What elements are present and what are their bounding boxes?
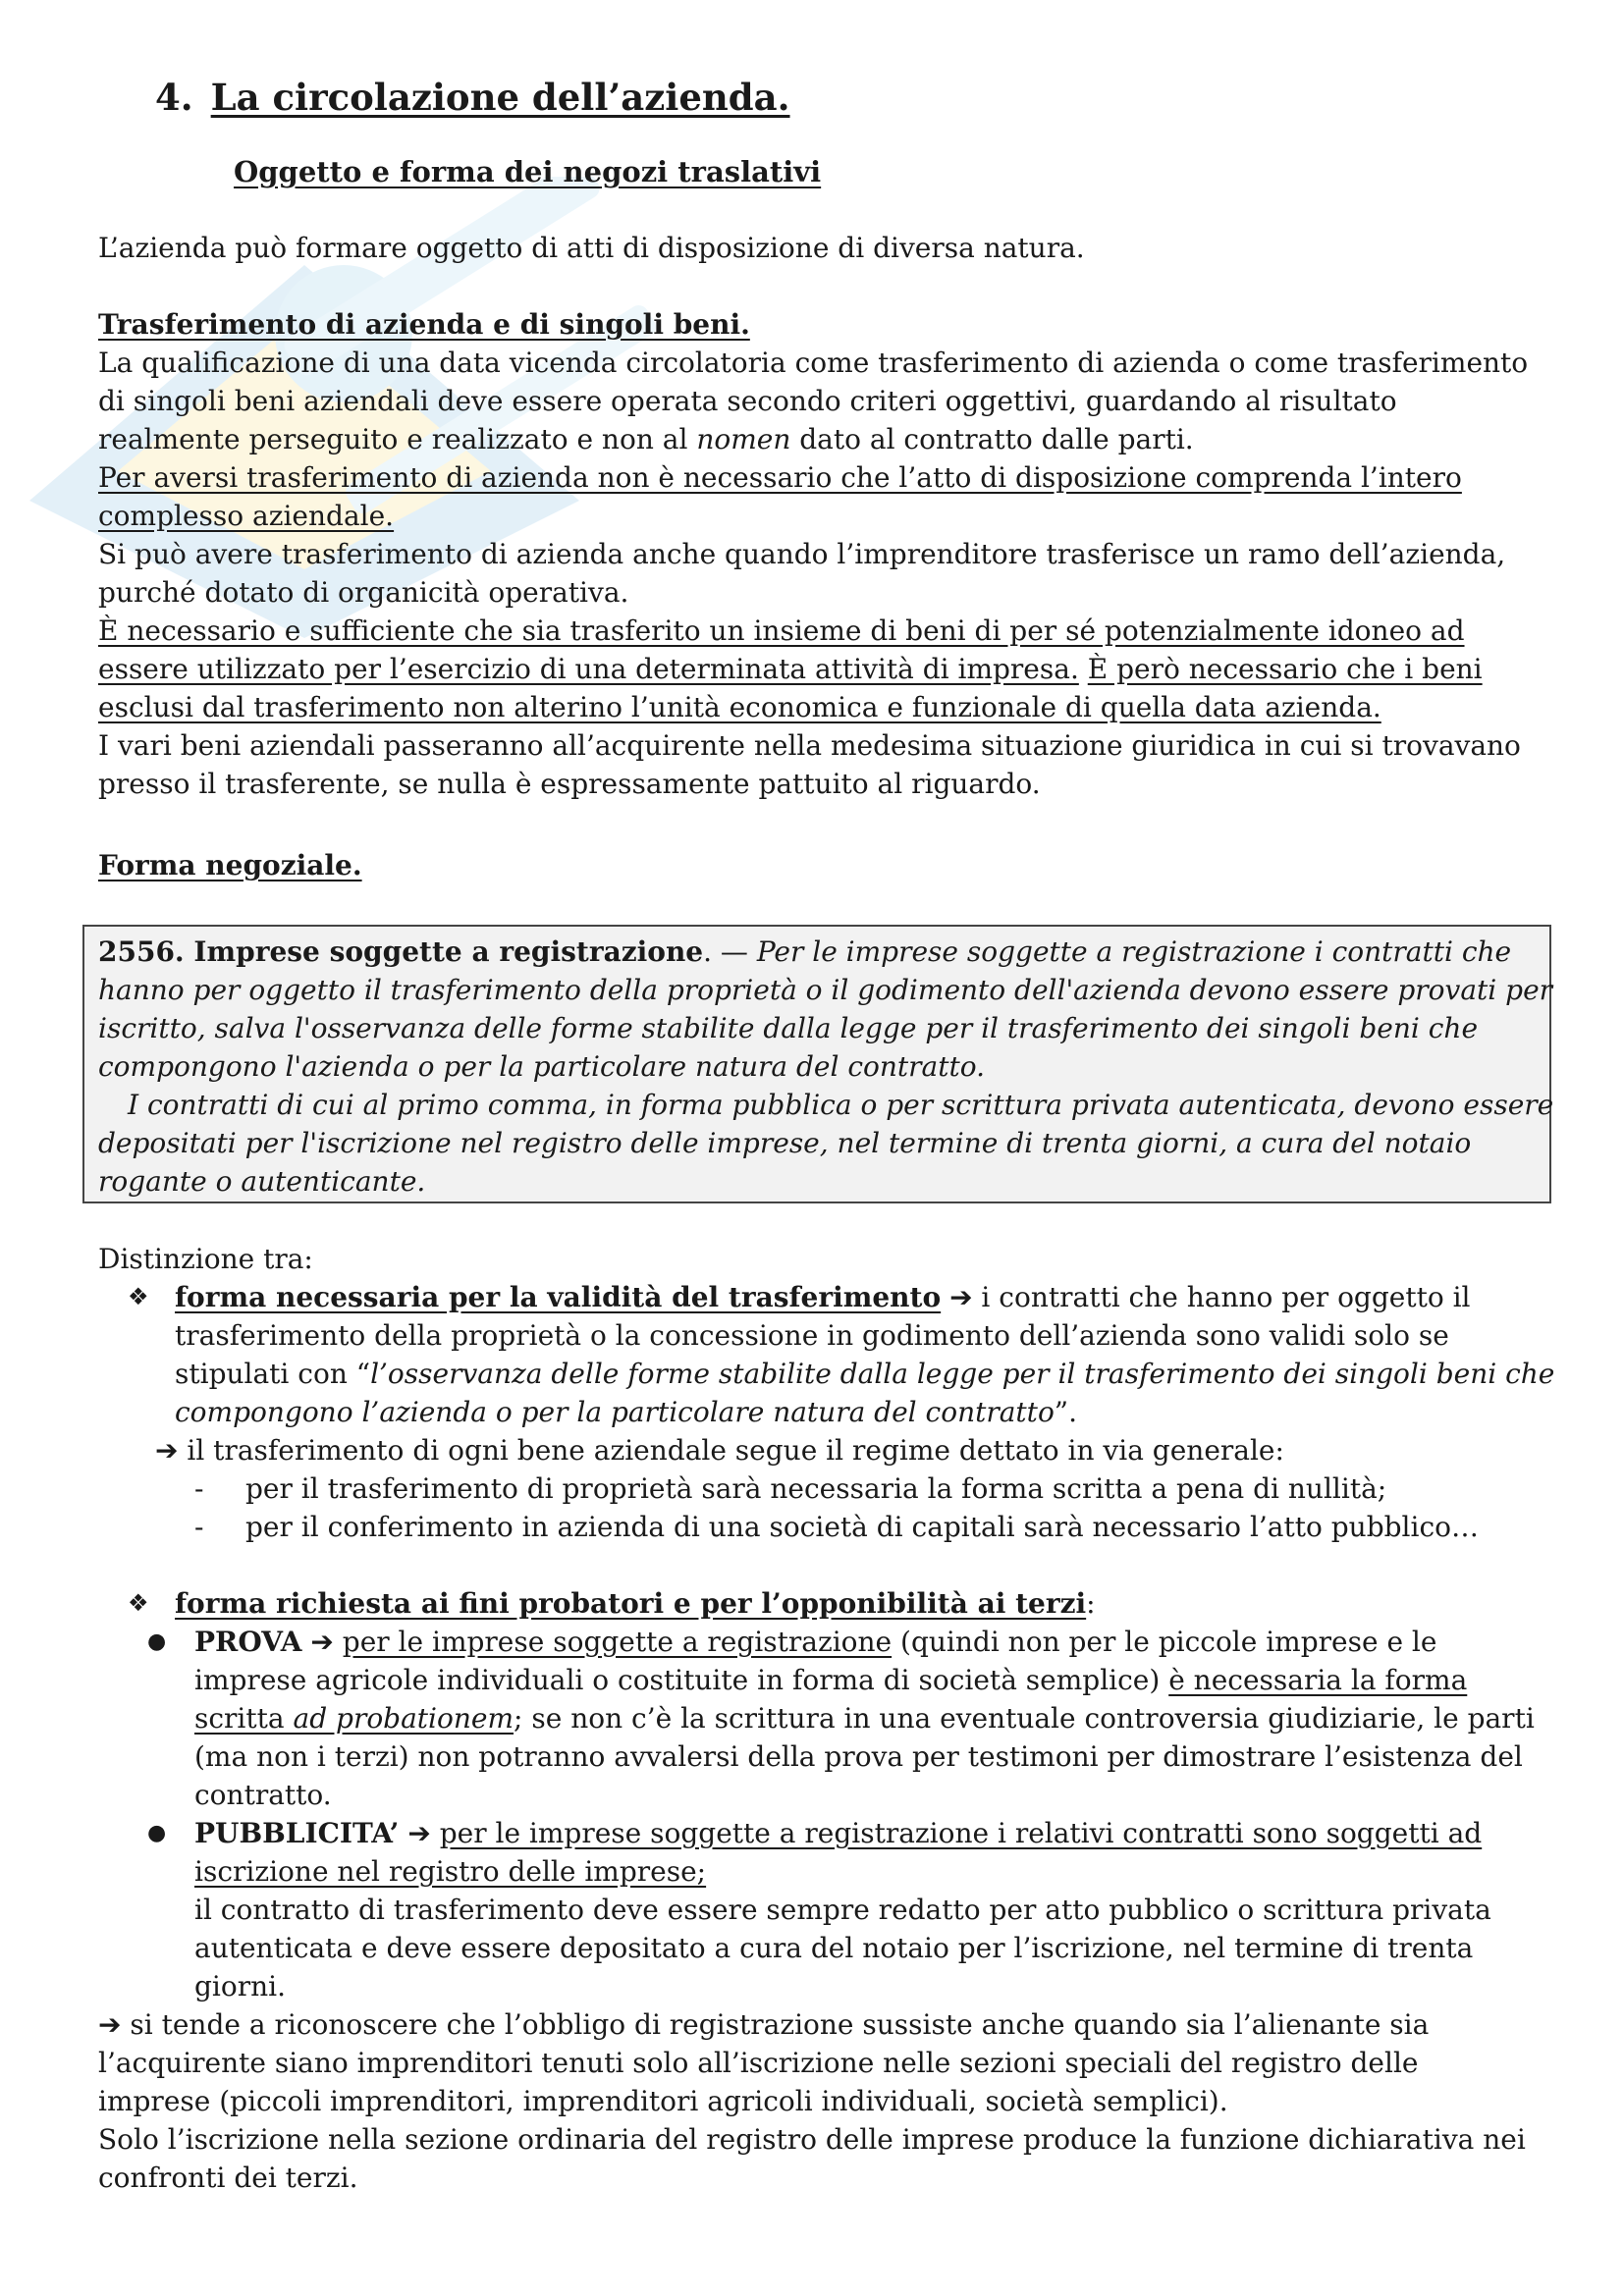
text-run: (quindi non per le piccole imprese e le bbox=[892, 1626, 1437, 1658]
text-run: ; se non c’è la scrittura in una eventuale controversia giudiziarie, le parti bbox=[514, 1702, 1535, 1735]
section-title: La circolazione dell’azienda. bbox=[210, 76, 790, 119]
article-line: I contratti di cui al primo comma, in forma pubblica o per scrittura privata autenticata, devono essere bbox=[128, 1089, 1554, 1121]
pubblicita-line: iscrizione nel registro delle imprese; bbox=[194, 1855, 707, 1888]
text-run: stipulati con “ bbox=[175, 1358, 371, 1390]
text-run: si tende a riconoscere che l’obbligo di registrazione sussiste anche quando sia l’alienante sia bbox=[121, 2008, 1430, 2041]
pubblicita-line: il contratto di trasferimento deve essere sempre redatto per atto pubblico o scrittura privata bbox=[194, 1894, 1491, 1926]
text-run: imprese agricole individuali o costituite in forma di società semplice) bbox=[194, 1664, 1169, 1696]
trasferimento-line bbox=[98, 420, 1194, 458]
arrow-right-icon: ➔ bbox=[407, 1817, 431, 1849]
pubblicita-line: autenticata e deve essere depositato a cura del notaio per l’iscrizione, nel termine di trenta bbox=[194, 1932, 1474, 1964]
text-run: per le imprese soggette a registrazione i relativi contratti sono soggetti ad bbox=[439, 1817, 1483, 1849]
regime-item: per il conferimento in azienda di una società di capitali sarà necessario l’atto pubblico… bbox=[245, 1511, 1480, 1543]
round-bullet-icon: ● bbox=[147, 1821, 167, 1845]
text-run: realmente perseguito e realizzato e non al bbox=[98, 423, 697, 455]
prova-line: (ma non i terzi) non potranno avvalersi della prova per testimoni per dimostrare l’esistenza del bbox=[194, 1740, 1523, 1773]
dash-bullet: - bbox=[194, 1511, 204, 1543]
trasferimento-line: Per aversi trasferimento di azienda non è necessario che l’atto di disposizione comprenda l’intero bbox=[98, 461, 1462, 494]
distinzione-item1 bbox=[175, 1278, 1471, 1316]
arrow-right-icon: ➔ bbox=[98, 2008, 122, 2041]
section-subtitle: Oggetto e forma dei negozi traslativi bbox=[234, 155, 822, 188]
trasferimento-line: È necessario e sufficiente che sia trasferito un insieme di beni di per sé potenzialmente idoneo ad bbox=[98, 614, 1465, 647]
item1-title: forma necessaria per la validità del trasferimento bbox=[175, 1281, 942, 1313]
nomen-term: nomen bbox=[696, 423, 791, 455]
article-line: rogante o autenticante. bbox=[98, 1165, 426, 1198]
text-run: scritta bbox=[194, 1702, 294, 1735]
trasferimento-line: purché dotato di organicità operativa. bbox=[98, 576, 629, 609]
article-title: 2556. Imprese soggette a registrazione bbox=[98, 935, 704, 968]
distinzione-item1-line: trasferimento della proprietà o la concessione in godimento dell’azienda sono validi solo se bbox=[175, 1319, 1449, 1352]
trasferimento-line: I vari beni aziendali passeranno all’acquirente nella medesima situazione giuridica in cui si trovavano bbox=[98, 729, 1521, 762]
text-run: ”. bbox=[1054, 1396, 1078, 1428]
trasferimento-line: Si può avere trasferimento di azienda anche quando l’imprenditore trasferisce un ramo dell’azienda, bbox=[98, 538, 1506, 570]
trasferimento-heading: Trasferimento di azienda e di singoli beni. bbox=[98, 308, 750, 341]
prova-line: contratto. bbox=[194, 1779, 332, 1811]
article-line: depositati per l'iscrizione nel registro delle imprese, nel termine di trenta giorni, a cura del notaio bbox=[98, 1127, 1472, 1159]
article-line: compongono l'azienda o per la particolare natura del contratto. bbox=[98, 1050, 985, 1083]
trasferimento-line: esclusi dal trasferimento non alterino l’unità economica e funzionale di quella data azienda. bbox=[98, 691, 1381, 723]
text-run: . — bbox=[703, 935, 757, 968]
article-line: iscritto, salva l'osservanza delle forme stabilite dalla legge per il trasferimento dei singoli beni che bbox=[98, 1012, 1479, 1044]
text-run: : bbox=[1086, 1587, 1096, 1620]
text-run: il trasferimento di ogni bene aziendale segue il regime dettato in via generale: bbox=[178, 1434, 1284, 1467]
text-run: i contratti che hanno per oggetto il bbox=[972, 1281, 1471, 1313]
intro-paragraph: L’azienda può formare oggetto di atti di disposizione di diversa natura. bbox=[98, 232, 1085, 264]
pubblicita-label: PUBBLICITA’ bbox=[194, 1817, 400, 1849]
trasferimento-line bbox=[98, 650, 1483, 688]
arrow-right-icon: ➔ bbox=[949, 1281, 973, 1313]
arrow-right-icon: ➔ bbox=[155, 1434, 179, 1467]
trasferimento-line: La qualificazione di una data vicenda circolatoria come trasferimento di azienda o come trasferimento bbox=[98, 347, 1529, 379]
round-bullet-icon: ● bbox=[147, 1629, 167, 1654]
pubblicita-line: giorni. bbox=[194, 1970, 287, 2002]
text-run: essere utilizzato per l’esercizio di una determinata attività di impresa. bbox=[98, 653, 1079, 685]
text-run: è necessaria la forma bbox=[1168, 1664, 1468, 1696]
forma-heading: Forma negoziale. bbox=[98, 849, 362, 881]
arrow-right-icon: ➔ bbox=[310, 1626, 334, 1658]
distinzione-item1-line bbox=[175, 1355, 1554, 1393]
item2-title: forma richiesta ai fini probatori e per l’opponibilità ai terzi bbox=[175, 1587, 1087, 1620]
prova-line bbox=[194, 1661, 1467, 1699]
trasferimento-line: di singoli beni aziendali deve essere operata secondo criteri oggettivi, guardando al risultato bbox=[98, 385, 1397, 417]
text-run: Per le imprese soggette a registrazione i contratti che bbox=[756, 935, 1512, 968]
conclusione-line bbox=[98, 2005, 1429, 2044]
text-run: compongono l’azienda o per la particolare natura del contratto bbox=[175, 1396, 1055, 1428]
text-run: È però necessario che i beni bbox=[1087, 653, 1483, 685]
dash-bullet: - bbox=[194, 1472, 204, 1505]
trasferimento-line: complesso aziendale. bbox=[98, 500, 395, 532]
distinzione-intro: Distinzione tra: bbox=[98, 1243, 313, 1275]
distinzione-item2 bbox=[175, 1584, 1096, 1623]
distinzione-item1-line bbox=[175, 1393, 1077, 1431]
prova-line bbox=[194, 1623, 1436, 1661]
regime-item: per il trasferimento di proprietà sarà necessaria la forma scritta a pena di nullità; bbox=[245, 1472, 1387, 1505]
conclusione-line: Solo l’iscrizione nella sezione ordinaria del registro delle imprese produce la funzione dichiarativa nei bbox=[98, 2123, 1526, 2156]
text-run: per le imprese soggette a registrazione bbox=[342, 1626, 893, 1658]
regime-line bbox=[155, 1431, 1284, 1469]
article-box bbox=[82, 925, 1554, 1203]
conclusione-line: confronti dei terzi. bbox=[98, 2162, 358, 2194]
section-heading bbox=[155, 76, 790, 119]
diamond-bullet-icon: ❖ bbox=[128, 1589, 149, 1617]
text-run: l’osservanza delle forme stabilite dalla legge per il trasferimento dei singoli beni che bbox=[370, 1358, 1555, 1390]
text-run: ad probationem bbox=[293, 1702, 514, 1735]
pubblicita-line bbox=[194, 1814, 1482, 1852]
trasferimento-line: presso il trasferente, se nulla è espressamente pattuito al riguardo. bbox=[98, 768, 1041, 800]
prova-label: PROVA bbox=[194, 1626, 302, 1658]
article-line bbox=[98, 933, 1511, 971]
diamond-bullet-icon: ❖ bbox=[128, 1283, 149, 1310]
section-number: 4. bbox=[155, 76, 193, 119]
text-run: dato al contratto dalle parti. bbox=[790, 423, 1194, 455]
conclusione-line: imprese (piccoli imprenditori, imprenditori agricoli individuali, società semplici). bbox=[98, 2085, 1228, 2117]
prova-line bbox=[194, 1699, 1535, 1737]
conclusione-line: l’acquirente siano imprenditori tenuti solo all’iscrizione nelle sezioni speciali del registro delle bbox=[98, 2047, 1419, 2079]
article-line: hanno per oggetto il trasferimento della proprietà o il godimento dell'azienda devono essere provati per bbox=[98, 974, 1553, 1006]
